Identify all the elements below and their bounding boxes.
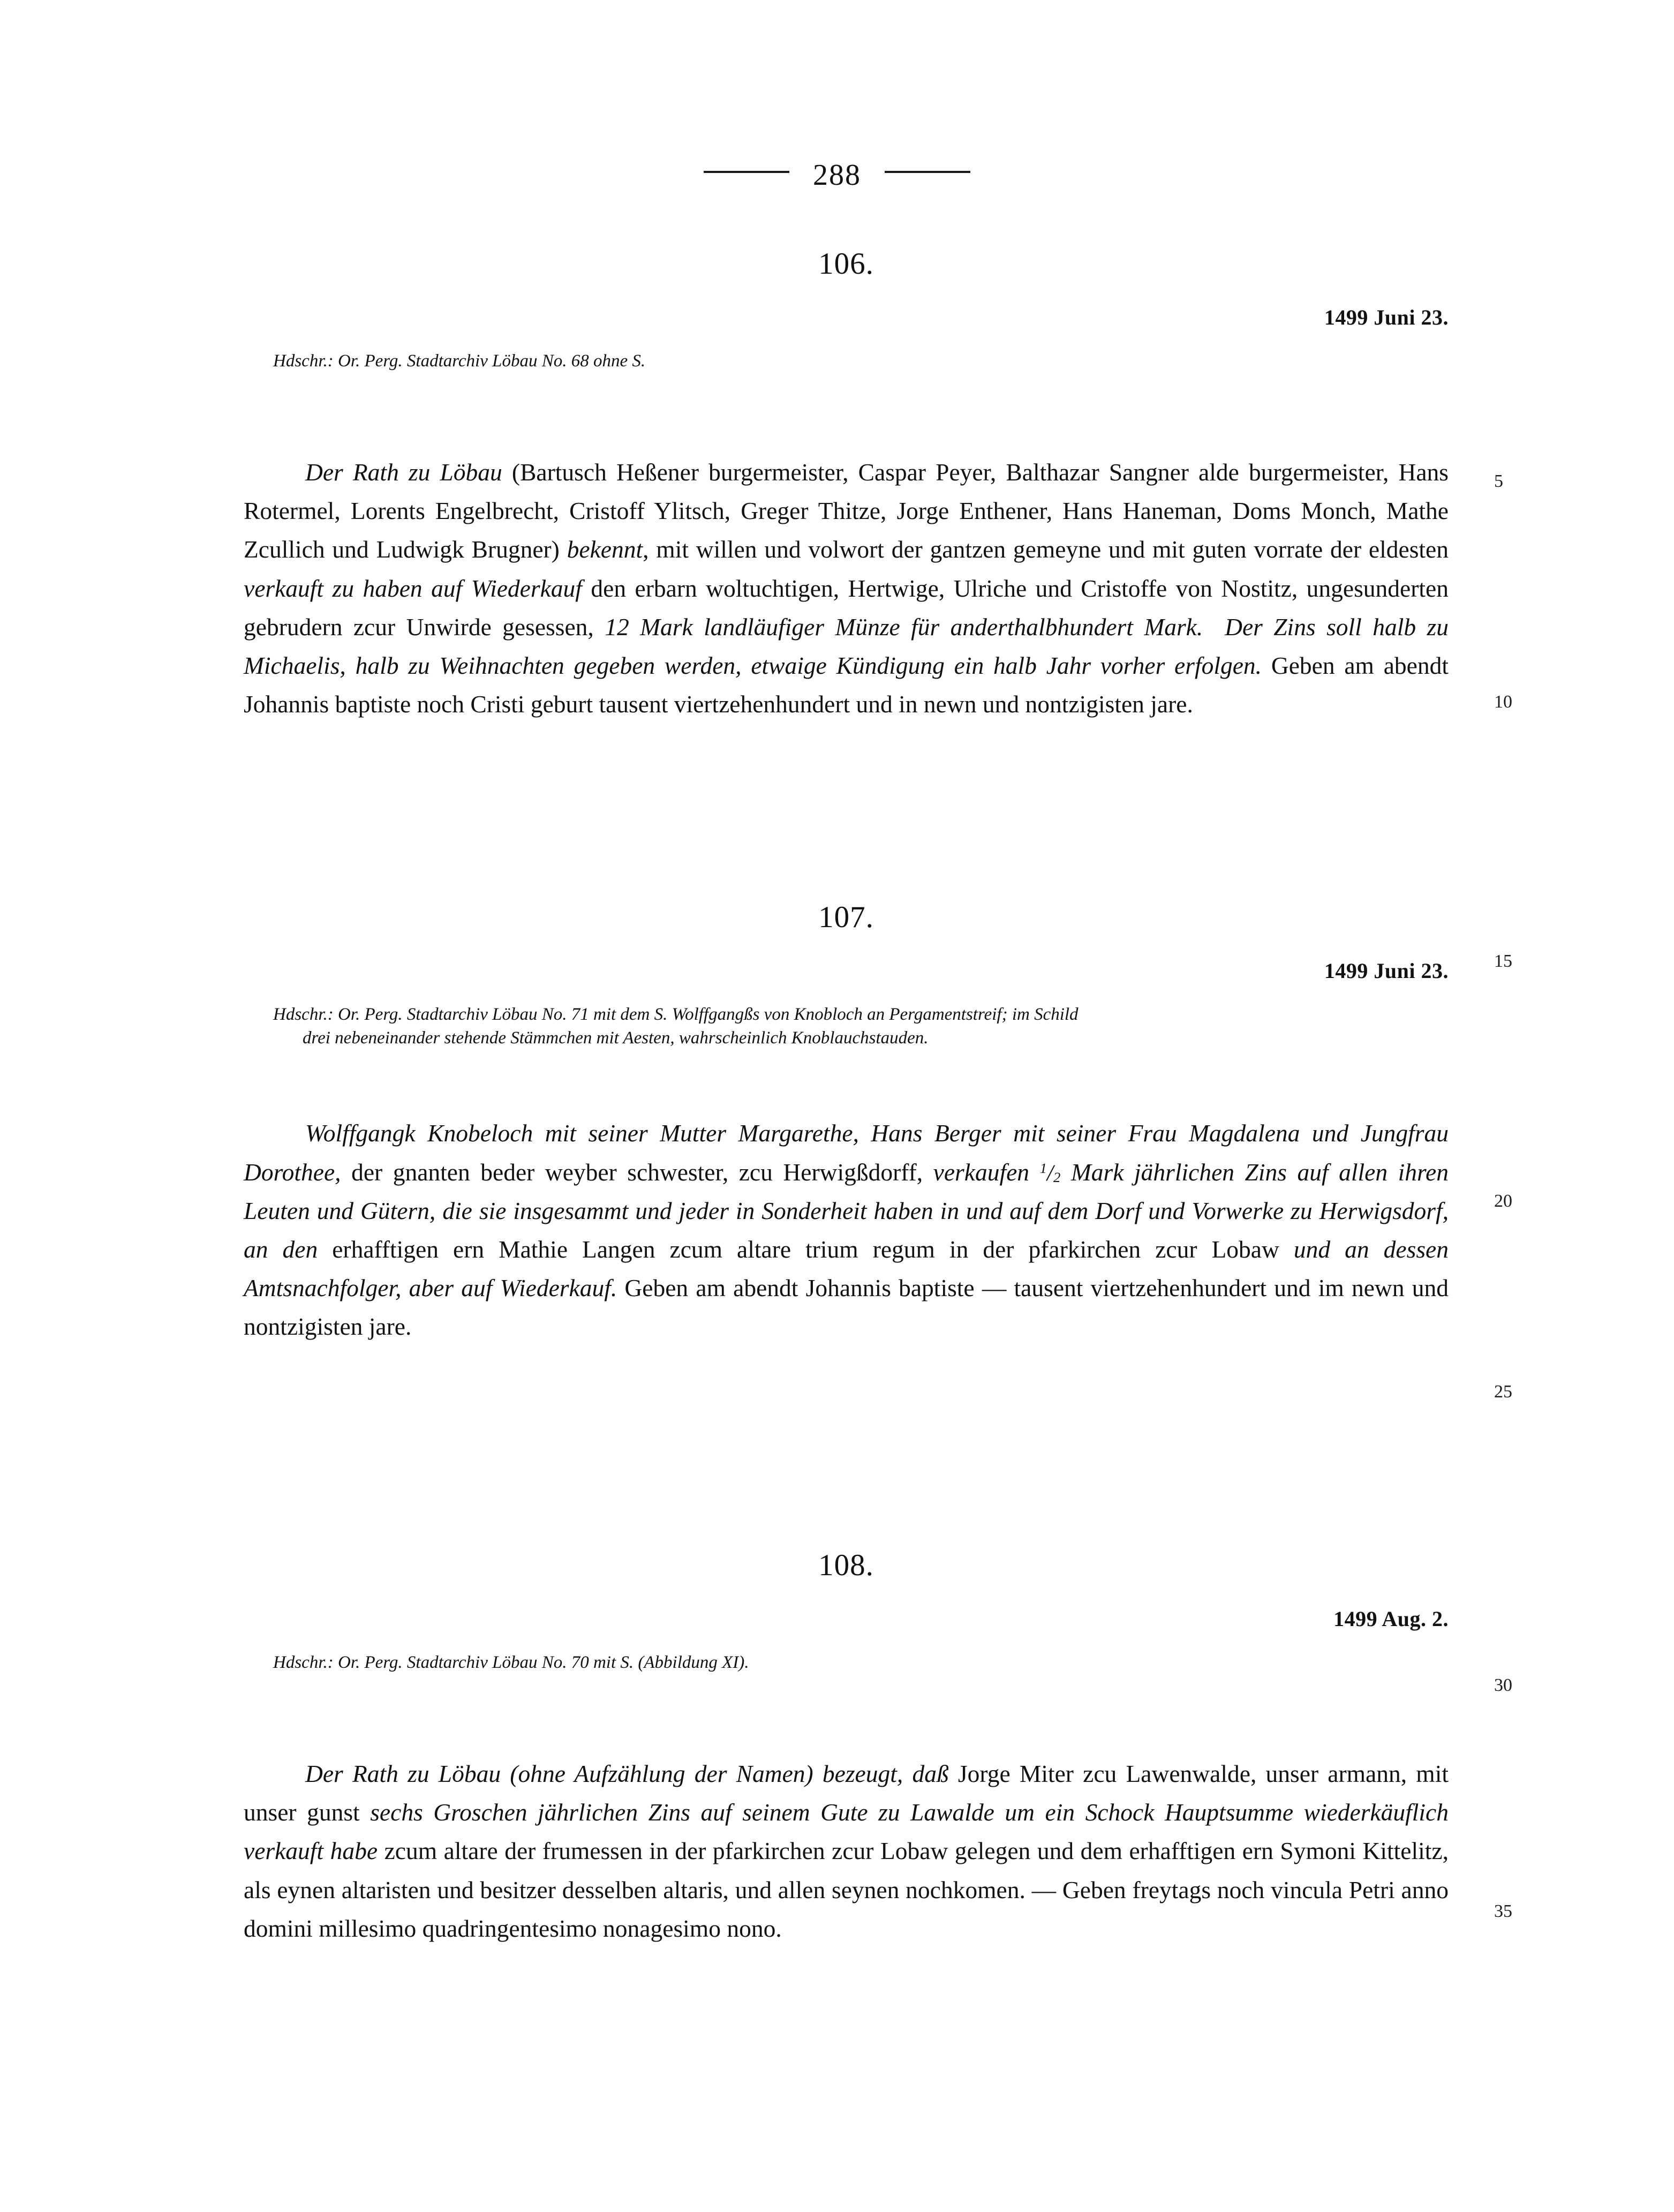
source-note-107-line2: drei nebeneinander stehende Stämmchen mit Aesten, wahrscheinlich Knoblauchstauden. [303,1028,929,1048]
running-head [0,155,1674,192]
section-date-106: 1499 Juni 23. [1324,305,1449,329]
line-number-15: 15 [1494,951,1512,971]
body-text-108: Der Rath zu Löbau (ohne Aufzählung der Namen) bezeugt, daß Jorge Miter zcu Lawenwalde, unser armann, mit unser gunst sechs Groschen jährlichen Zins auf seinem Gute zu Lawalde um ein Schock Hauptsumme wiederkäuflich verkauft habe zcum altare der frumessen in der pfarkirchen zcur Lobaw gelegen und dem erhafftigen ern Symoni Kittelitz, als eynen altaristen und besitzer desselben altaris, und allen seynen nochkomen. — Geben freytags noch vincula Petri anno domini millesimo quadringentesimo nonagesimo nono. [244,1760,1449,1942]
page-number: 288 [813,158,861,192]
section-number-106: 106. [818,247,874,281]
section-date-107: 1499 Juni 23. [1324,959,1449,983]
line-number-35: 35 [1494,1901,1512,1921]
header-rule-right [885,171,970,173]
header-rule-left [704,171,789,173]
section-date-108: 1499 Aug. 2. [1333,1607,1449,1631]
line-number-30: 30 [1494,1675,1512,1695]
section-107 [244,900,1449,1346]
section-number-107: 107. [818,900,874,934]
section-106 [244,246,1449,724]
line-number-5: 5 [1494,471,1503,491]
section-108 [244,1548,1449,1948]
section-number-108: 108. [818,1548,874,1582]
body-text-107: Wolffgangk Knobeloch mit seiner Mutter Margarethe, Hans Berger mit seiner Frau Magdalena und Jungfrau Dorothee, der gnanten beder weyber schwester, zcu Herwigßdorff, verkaufen $^1/_2$ Mark jährlichen Zins auf allen ihren Leuten und Gütern, die sie insgesammt und jeder in Sonderheit haben in und auf dem Dorf und Vorwerke zu Herwigsdorf, an den erhafftigen ern Mathie Langen zcum altare trium regum in der pfarkirchen zcur Lobaw und an dessen Amtsnachfolger, aber auf Wiederkauf. Geben am abendt Johannis baptiste — tausent viertzehenhundert und im newn und nontzigisten jare. [244,1119,1449,1340]
source-note-107-line1: Hdschr.: Or. Perg. Stadtarchiv Löbau No. 71 mit dem S. Wolffgangßs von Knobloch an Pergamentstreif; im Schild [273,1005,1079,1024]
line-number-25: 25 [1494,1382,1512,1402]
body-text-106: Der Rath zu Löbau (Bartusch Heßener burgermeister, Caspar Peyer, Balthazar Sangner alde burgermeister, Hans Rotermel, Lorents Engelbrecht, Cristoff Ylitsch, Greger Thitze, Jorge Enthener, Hans Haneman, Doms Monch, Mathe Zcullich und Ludwigk Brugner) bekennt, mit willen und volwort der gantzen gemeyne und mit guten vorrate der eldesten verkauft zu haben auf Wiederkauf den erbarn woltuchtigen, Hertwige, Ulriche und Cristoffe von Nostitz, ungesunderten gebrudern zcur Unwirde gesessen, 12 Mark landläufiger Münze für anderthalbhundert Mark. Der Zins soll halb zu Michaelis, halb zu Weihnachten gegeben werden, etwaige Kündigung ein halb Jahr vorher erfolgen. Geben am abendt Johannis baptiste noch Cristi geburt tausent viertzehenhundert und in newn und nontzigisten jare. [244,458,1449,718]
line-number-20: 20 [1494,1191,1512,1211]
source-note-108: Hdschr.: Or. Perg. Stadtarchiv Löbau No. 70 mit S. (Abbildung XI). [273,1653,749,1672]
source-note-106: Hdschr.: Or. Perg. Stadtarchiv Löbau No. 68 ohne S. [273,351,646,371]
line-number-10: 10 [1494,692,1512,712]
